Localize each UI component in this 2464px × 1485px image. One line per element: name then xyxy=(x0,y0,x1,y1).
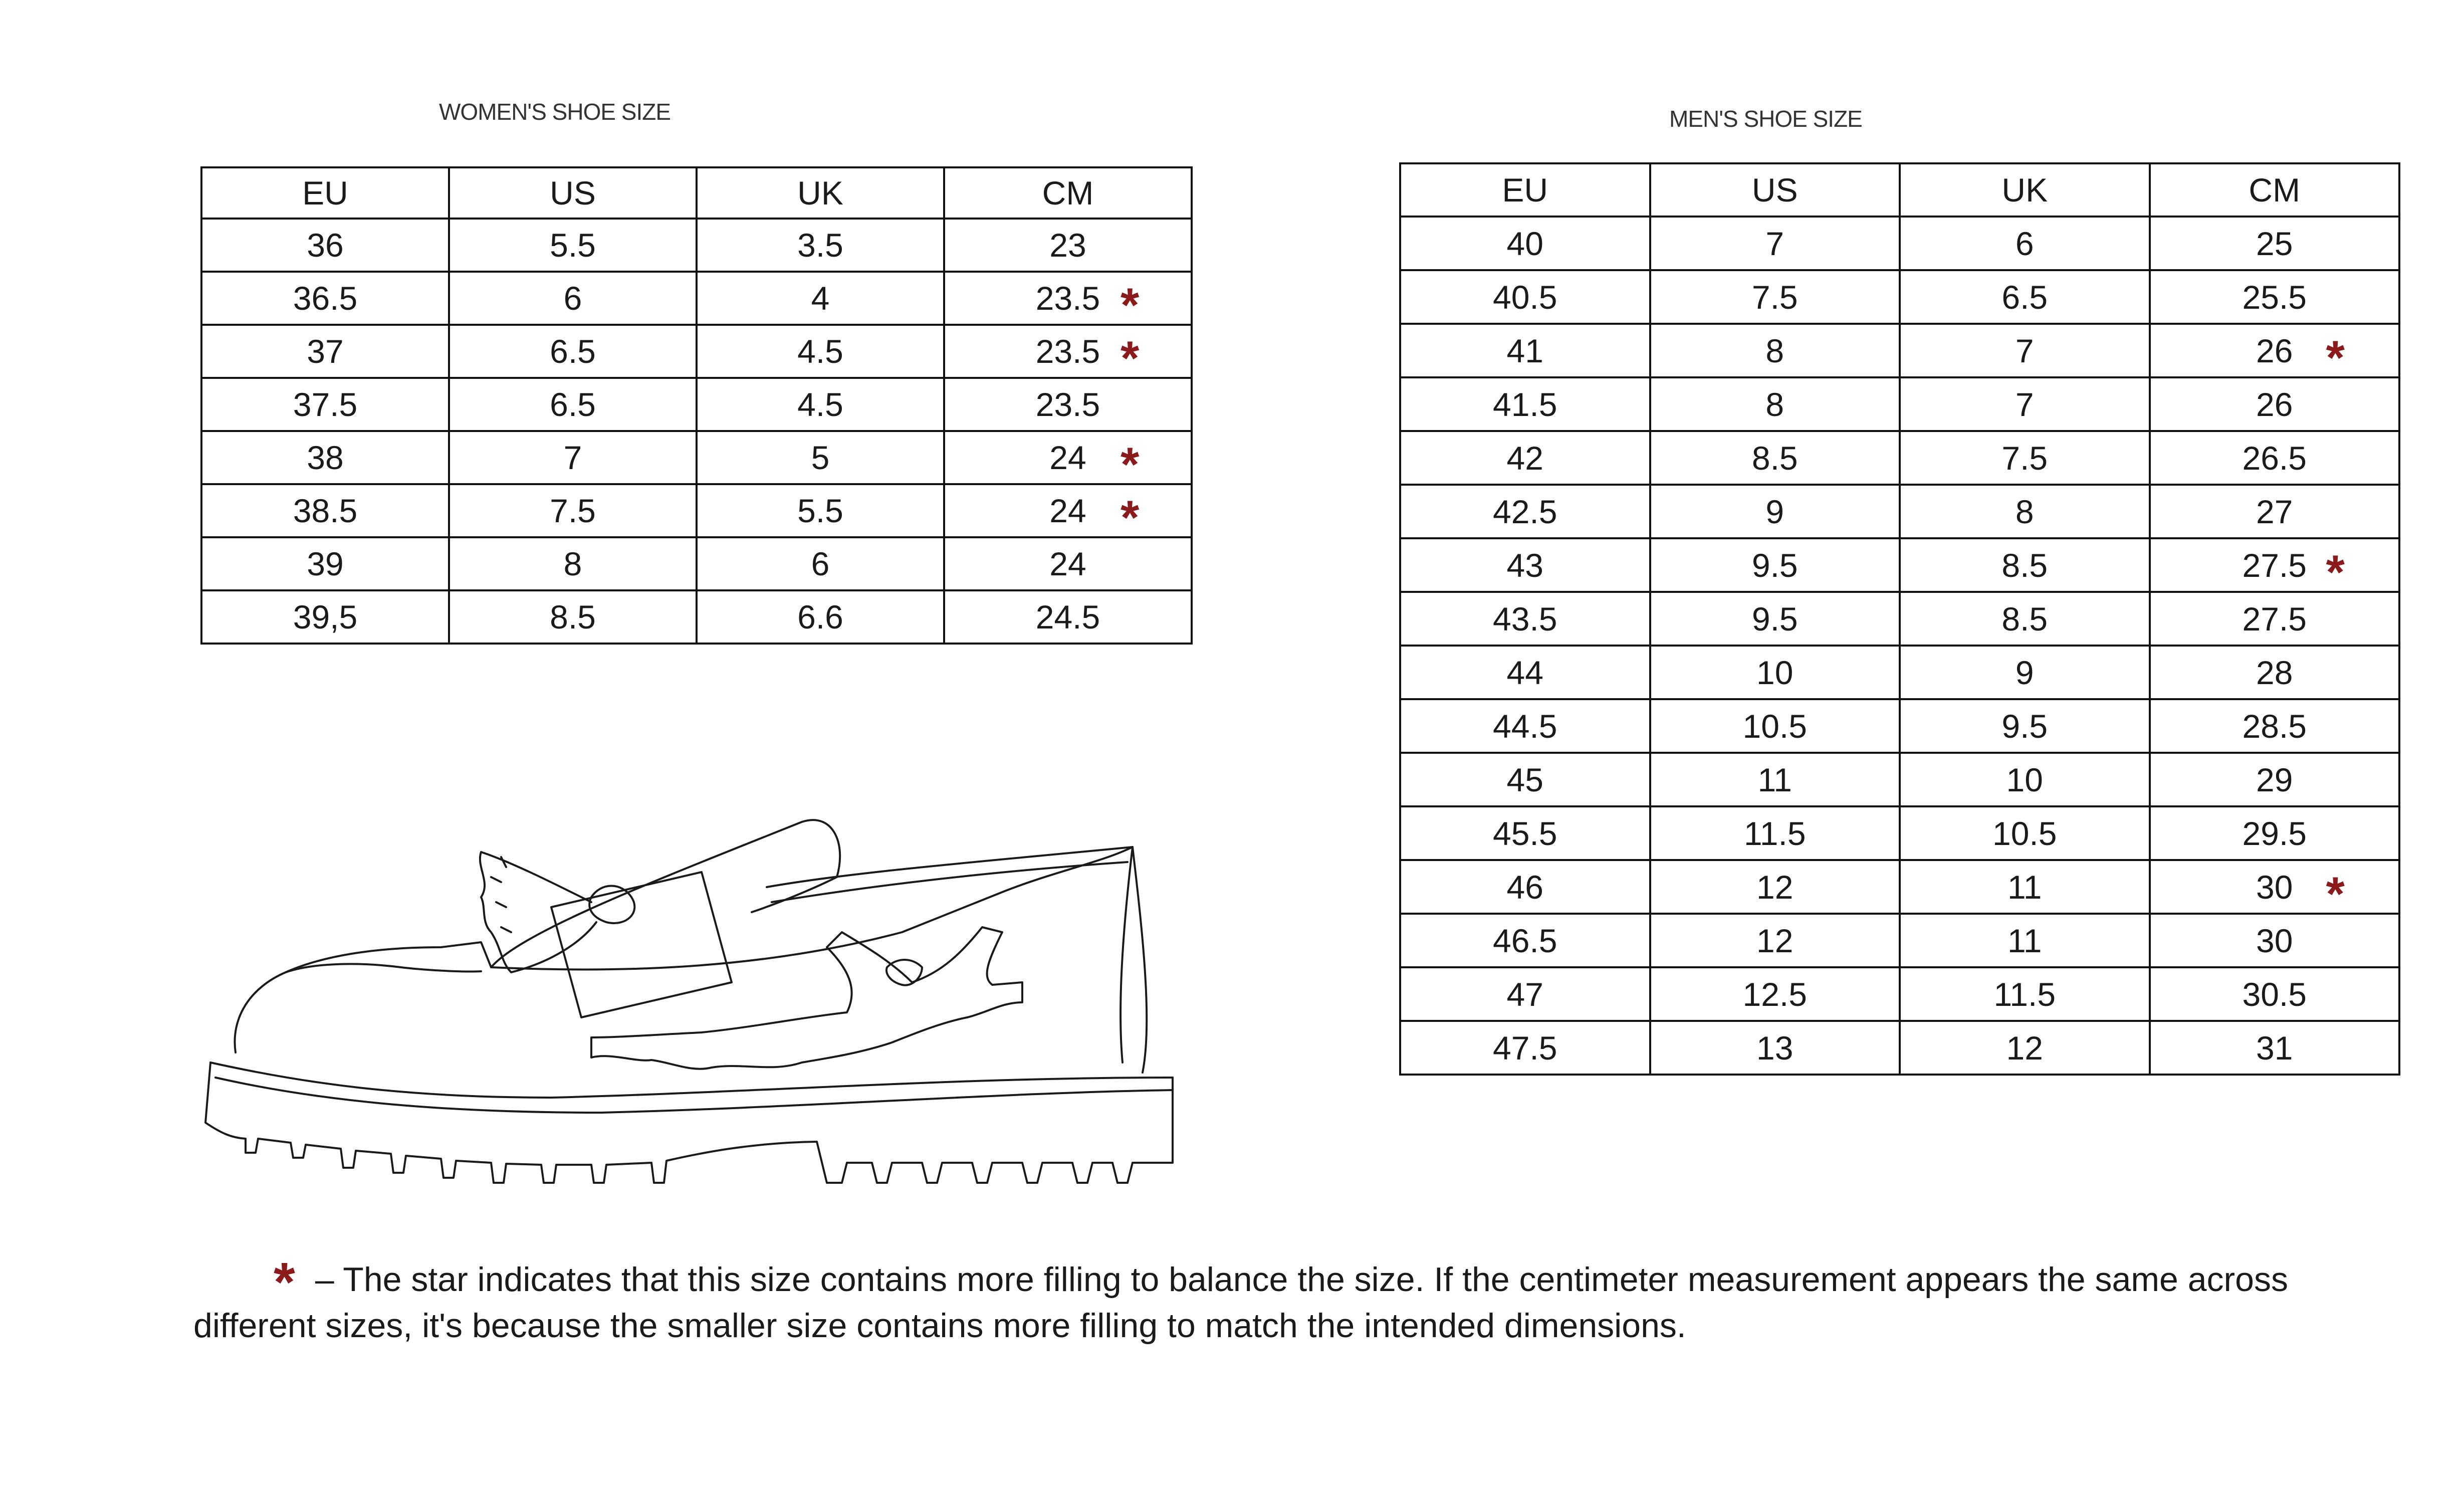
shoe-heel-counter xyxy=(1121,847,1133,1063)
cell-us: 7.5 xyxy=(1650,270,1900,324)
cm-value: 25.5 xyxy=(2242,278,2307,316)
extra-filling-star-icon: * xyxy=(1121,331,1140,385)
cell-cm xyxy=(944,272,1192,332)
cm-value: 30 xyxy=(2256,868,2293,906)
cell-uk: 10.5 xyxy=(1900,806,2150,860)
extra-filling-star-icon: * xyxy=(2326,545,2345,599)
footnote xyxy=(193,1251,2398,1347)
table-row xyxy=(1400,860,2399,914)
cell-us: 8.5 xyxy=(449,590,697,644)
cell-us: 7 xyxy=(449,431,697,484)
cell-uk: 9.5 xyxy=(1900,699,2150,753)
cell-cm xyxy=(944,431,1192,492)
cell-cm xyxy=(2150,806,2400,860)
cell-eu: 47.5 xyxy=(1400,1021,1650,1075)
cell-eu: 40 xyxy=(1400,217,1650,270)
cm-value: 26 xyxy=(2256,385,2293,423)
cell-uk: 7.5 xyxy=(1900,431,2150,485)
extra-filling-star-icon: * xyxy=(1121,278,1140,332)
cm-value: 27 xyxy=(2256,493,2293,530)
men-size-table xyxy=(1399,162,2400,1076)
cell-cm xyxy=(2150,377,2400,431)
table-row xyxy=(1400,431,2399,485)
header-cm: CM xyxy=(944,167,1192,219)
cell-eu: 41.5 xyxy=(1400,377,1650,431)
table-row xyxy=(1400,1021,2399,1075)
cell-uk: 5 xyxy=(697,431,944,484)
cell-uk: 6 xyxy=(697,537,944,590)
tassel-strands xyxy=(491,857,511,932)
cell-eu: 38 xyxy=(201,431,449,484)
cell-cm xyxy=(2150,270,2400,324)
header-uk: UK xyxy=(697,167,944,219)
cell-cm xyxy=(2150,860,2400,921)
cell-cm xyxy=(2150,699,2400,753)
cell-us: 10 xyxy=(1650,646,1900,699)
table-row xyxy=(201,378,1192,431)
cell-eu: 38.5 xyxy=(201,484,449,537)
men-table-body xyxy=(1400,217,2399,1075)
cell-uk: 7 xyxy=(1900,324,2150,377)
table-row xyxy=(201,272,1192,325)
table-row xyxy=(201,431,1192,484)
shoe-upper-outline xyxy=(235,847,1147,1073)
cell-uk: 4.5 xyxy=(697,378,944,431)
cell-cm xyxy=(944,590,1192,644)
table-row xyxy=(201,219,1192,272)
cell-us: 11.5 xyxy=(1650,806,1900,860)
cell-cm xyxy=(944,537,1192,590)
cell-eu: 46 xyxy=(1400,860,1650,914)
cell-eu: 45 xyxy=(1400,753,1650,806)
table-row xyxy=(1400,538,2399,592)
cell-uk: 10 xyxy=(1900,753,2150,806)
header-eu: EU xyxy=(201,167,449,219)
cm-value: 23.5 xyxy=(1035,386,1100,423)
side-cutout xyxy=(591,927,1022,1069)
cell-us: 10.5 xyxy=(1650,699,1900,753)
cm-value: 30.5 xyxy=(2242,975,2307,1013)
table-row xyxy=(1400,592,2399,646)
cm-value: 23.5 xyxy=(1035,333,1100,370)
cm-value: 27.5 xyxy=(2242,546,2307,584)
cm-value: 24 xyxy=(1049,545,1086,582)
cm-value: 27.5 xyxy=(2242,600,2307,638)
table-row xyxy=(201,590,1192,644)
cell-eu: 44 xyxy=(1400,646,1650,699)
loafer-apron-top xyxy=(491,820,840,967)
cell-cm xyxy=(2150,914,2400,967)
cell-eu: 43 xyxy=(1400,538,1650,592)
table-row xyxy=(1400,753,2399,806)
header-us: US xyxy=(449,167,697,219)
cell-us: 9.5 xyxy=(1650,592,1900,646)
cell-eu: 36.5 xyxy=(201,272,449,325)
cm-value: 28.5 xyxy=(2242,707,2307,745)
cell-uk: 8.5 xyxy=(1900,592,2150,646)
cell-us: 12 xyxy=(1650,914,1900,967)
cell-us: 12.5 xyxy=(1650,967,1900,1021)
cell-eu: 41 xyxy=(1400,324,1650,377)
cm-value: 23.5 xyxy=(1035,280,1100,317)
cell-eu: 36 xyxy=(201,219,449,272)
shoe-toe-line xyxy=(286,964,481,972)
cell-uk: 3.5 xyxy=(697,219,944,272)
footnote-text: – The star indicates that this size contains more filling to balance the size. If the centimeter measurement appears the same across different sizes, it's because the smaller size contains more filling to match the intended dimensions. xyxy=(193,1260,2288,1345)
cell-uk: 11.5 xyxy=(1900,967,2150,1021)
cell-cm xyxy=(2150,324,2400,384)
cell-uk: 6.5 xyxy=(1900,270,2150,324)
cm-value: 26 xyxy=(2256,332,2293,369)
cell-eu: 42 xyxy=(1400,431,1650,485)
extra-filling-star-icon: * xyxy=(1121,438,1140,492)
cell-us: 9 xyxy=(1650,485,1900,538)
cell-cm xyxy=(2150,217,2400,270)
cm-value: 29 xyxy=(2256,761,2293,798)
cell-cm xyxy=(2150,753,2400,806)
shoe-sole-outline xyxy=(205,1063,1173,1183)
header-eu: EU xyxy=(1400,163,1650,217)
cell-us: 8 xyxy=(1650,324,1900,377)
table-row xyxy=(1400,485,2399,538)
cell-uk: 6.6 xyxy=(697,590,944,644)
women-size-table xyxy=(200,166,1193,645)
cell-us: 9.5 xyxy=(1650,538,1900,592)
tassel-knot xyxy=(589,886,634,923)
cm-value: 29.5 xyxy=(2242,814,2307,852)
table-row xyxy=(1400,967,2399,1021)
cell-eu: 39 xyxy=(201,537,449,590)
cell-uk: 11 xyxy=(1900,860,2150,914)
cell-eu: 40.5 xyxy=(1400,270,1650,324)
cell-us: 6.5 xyxy=(449,378,697,431)
cell-cm xyxy=(2150,485,2400,538)
table-row xyxy=(1400,217,2399,270)
cell-eu: 37 xyxy=(201,325,449,378)
cell-uk: 9 xyxy=(1900,646,2150,699)
cell-uk: 8.5 xyxy=(1900,538,2150,592)
cell-eu: 45.5 xyxy=(1400,806,1650,860)
cm-value: 24 xyxy=(1049,492,1086,529)
cell-us: 6.5 xyxy=(449,325,697,378)
cell-us: 6 xyxy=(449,272,697,325)
men-size-title: MEN'S SHOE SIZE xyxy=(1669,106,1862,132)
cell-us: 7.5 xyxy=(449,484,697,537)
cell-eu: 42.5 xyxy=(1400,485,1650,538)
cm-value: 30 xyxy=(2256,922,2293,959)
table-row xyxy=(201,537,1192,590)
cell-cm xyxy=(2150,967,2400,1021)
header-uk: UK xyxy=(1900,163,2150,217)
cell-us: 12 xyxy=(1650,860,1900,914)
cell-us: 8 xyxy=(449,537,697,590)
cell-us: 8 xyxy=(1650,377,1900,431)
table-row xyxy=(1400,699,2399,753)
table-row xyxy=(1400,806,2399,860)
cm-value: 24 xyxy=(1049,439,1086,476)
cell-eu: 43.5 xyxy=(1400,592,1650,646)
cell-uk: 6 xyxy=(1900,217,2150,270)
cell-eu: 44.5 xyxy=(1400,699,1650,753)
cell-cm xyxy=(944,219,1192,272)
cell-eu: 37.5 xyxy=(201,378,449,431)
table-row xyxy=(1400,646,2399,699)
cell-cm xyxy=(2150,538,2400,599)
cell-uk: 7 xyxy=(1900,377,2150,431)
cell-cm xyxy=(2150,1021,2400,1075)
table-row xyxy=(1400,270,2399,324)
cell-uk: 4.5 xyxy=(697,325,944,378)
star-legend-icon: * xyxy=(274,1251,295,1313)
table-row xyxy=(1400,914,2399,967)
table-row xyxy=(201,484,1192,537)
cm-value: 31 xyxy=(2256,1029,2293,1067)
table-row xyxy=(1400,377,2399,431)
table-row xyxy=(201,325,1192,378)
cm-value: 26.5 xyxy=(2242,439,2307,477)
header-us: US xyxy=(1650,163,1900,217)
cm-value: 24.5 xyxy=(1035,598,1100,635)
extra-filling-star-icon: * xyxy=(2326,330,2345,384)
loafer-strap xyxy=(551,872,732,1017)
cell-cm xyxy=(944,484,1192,545)
cell-eu: 46.5 xyxy=(1400,914,1650,967)
cm-value: 25 xyxy=(2256,225,2293,262)
cell-us: 5.5 xyxy=(449,219,697,272)
header-cm: CM xyxy=(2150,163,2400,217)
cell-us: 7 xyxy=(1650,217,1900,270)
women-table-body xyxy=(201,219,1192,644)
shoe-welt-inner xyxy=(215,1078,1173,1113)
cell-uk: 11 xyxy=(1900,914,2150,967)
cell-eu: 39,5 xyxy=(201,590,449,644)
cm-value: 28 xyxy=(2256,654,2293,691)
cell-us: 8.5 xyxy=(1650,431,1900,485)
tassel-fringe xyxy=(480,852,596,972)
extra-filling-star-icon: * xyxy=(2326,867,2345,921)
cell-eu: 47 xyxy=(1400,967,1650,1021)
cm-value: 23 xyxy=(1049,227,1086,264)
cell-uk: 4 xyxy=(697,272,944,325)
cell-uk: 8 xyxy=(1900,485,2150,538)
cell-cm xyxy=(944,378,1192,431)
cell-uk: 5.5 xyxy=(697,484,944,537)
cell-cm xyxy=(2150,431,2400,485)
loafer-shoe-illustration xyxy=(200,782,1193,1203)
cell-cm xyxy=(2150,646,2400,699)
cell-cm xyxy=(2150,592,2400,646)
cell-us: 13 xyxy=(1650,1021,1900,1075)
table-row xyxy=(1400,324,2399,377)
women-size-title: WOMEN'S SHOE SIZE xyxy=(439,99,671,125)
cell-cm xyxy=(944,325,1192,385)
extra-filling-star-icon: * xyxy=(1121,491,1140,545)
cell-us: 11 xyxy=(1650,753,1900,806)
cell-uk: 12 xyxy=(1900,1021,2150,1075)
